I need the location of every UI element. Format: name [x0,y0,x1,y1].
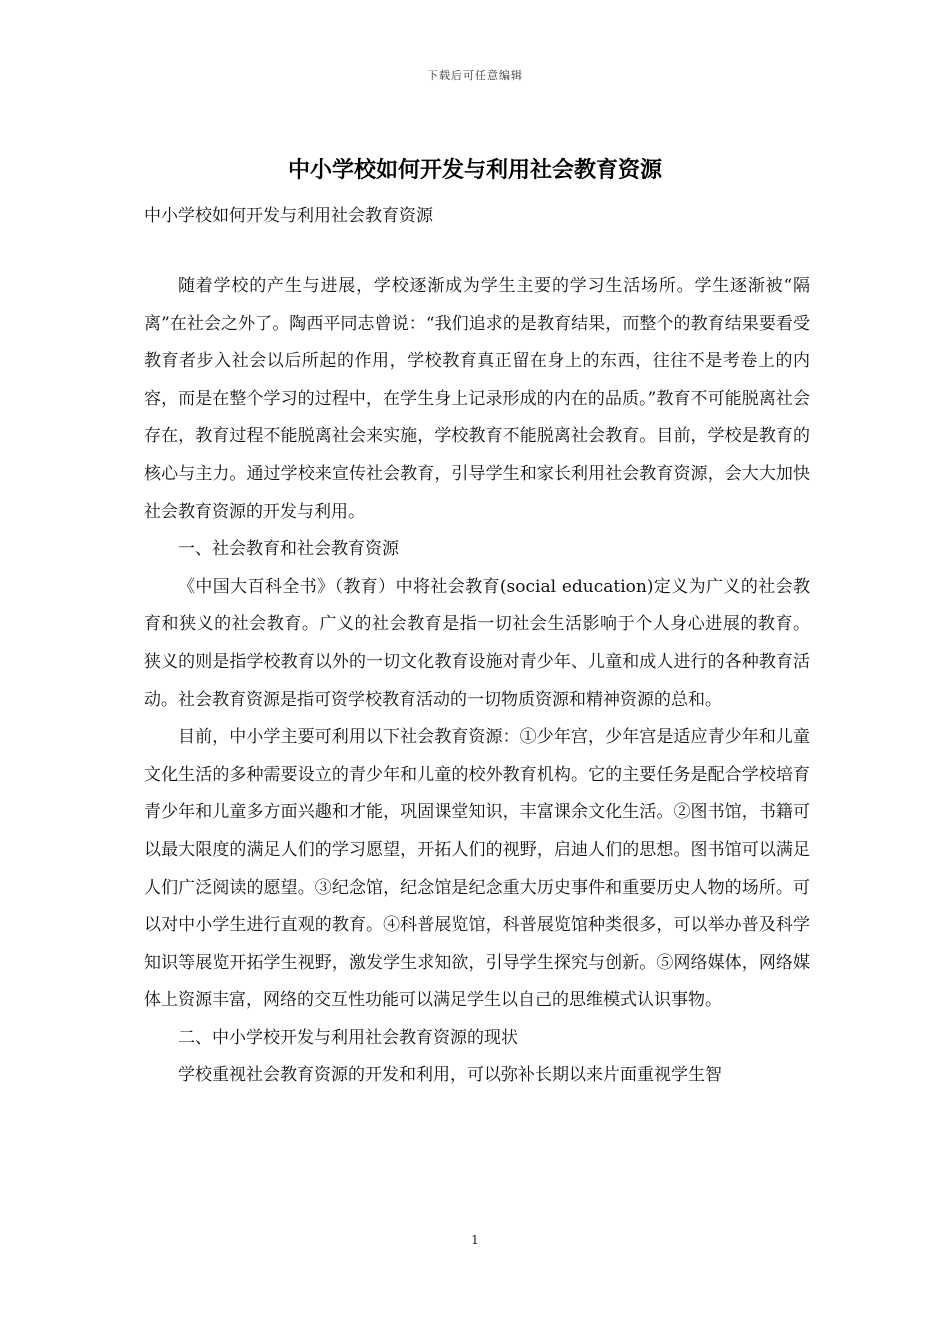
page-number: 1 [471,1233,479,1247]
header-note: 下载后可任意编辑 [427,69,523,82]
document-subtitle: 中小学校如何开发与利用社会教育资源 [144,206,433,226]
paragraph-resources: 目前，中小学主要可利用以下社会教育资源：①少年宫，少年宫是适应青少年和儿童文化生活的多种需要设立的青少年和儿童的校外教育机构。它的主要任务是配合学校培育青少年和儿童多方面兴趣和才能，巩固课堂知识，丰富课余文化生活。②图书馆，书籍可以最大限度的满足人们的学习愿望，开拓人们的视野，启迪人们的思想。图书馆可以满足人们广泛阅读的愿望。③纪念馆，纪念馆是纪念重大历史事件和重要历史人物的场所。可以对中小学生进行直观的教育。④科普展览馆，科普展览馆种类很多，可以举办普及科学知识等展览开拓学生视野，激发学生求知欲，引导学生探究与创新。⑤网络媒体，网络媒体上资源丰富，网络的交互性功能可以满足学生以自己的思维模式认识事物。 [144,727,810,1011]
paragraph-definition: 《中国大百科全书》（教育）中将社会教育(social education)定义为广义的社会教育和狭义的社会教育。广义的社会教育是指一切社会生活影响于个人身心进展的教育。 狭义的则是指学校教育以外的一切文化教育设施对青少年、儿童和成人进行的各种教育活动。社会教育资源是指可资学校教育活动的一切物质资源和精神资源的总和。 [144,576,810,710]
paragraph-intro: 随着学校的产生与进展，学校逐渐成为学生主要的学习生活场所。学生逐渐被“隔离”在社会之外了。陶西平同志曾说：“我们追求的是教育结果，而整个的教育结果要看受教育者步入社会以后所起的作用，学校教育真正留在身上的东西，往往不是考卷上的内容，而是在整个学习的过程中，在学生身上记录形成的内在的品质。”教育不可能脱离社会存在，教育过程不能脱离社会来实施，学校教育不能脱离社会教育。目前，学校是教育的核心与主力。通过学校来宣传社会教育，引导学生和家长利用社会教育资源，会大大加快社会教育资源的开发与利用。 [144,276,810,522]
section-heading-1: 一、社会教育和社会教育资源 [178,539,399,560]
document-title: 中小学校如何开发与利用社会教育资源 [287,157,662,183]
section-heading-2: 二、中小学校开发与利用社会教育资源的现状 [178,1027,518,1048]
document-body [144,268,810,1095]
paragraph-status: 学校重视社会教育资源的开发和利用，可以弥补长期以来片面重视学生智 [178,1065,722,1086]
